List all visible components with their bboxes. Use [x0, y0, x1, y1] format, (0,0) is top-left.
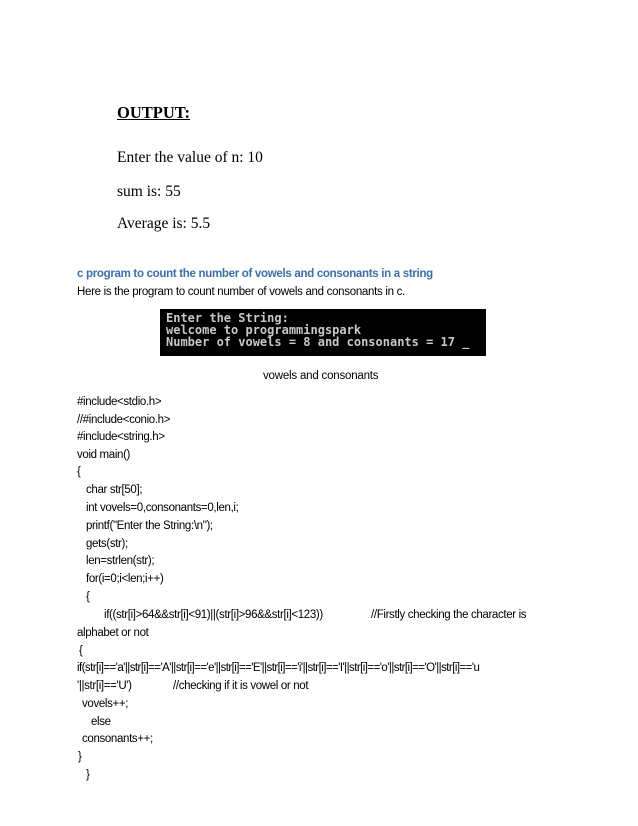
- code-line: '||str[i]=='U'): [77, 680, 132, 692]
- code-line: }: [86, 769, 90, 781]
- code-line: gets(str);: [86, 538, 128, 550]
- code-line: //#include<conio.h>: [77, 414, 171, 426]
- code-line: char str[50];: [86, 484, 143, 496]
- output-line: Average is: 5.5: [117, 215, 211, 232]
- figure-caption: vowels and consonants: [263, 370, 379, 382]
- console-line: Enter the String:: [166, 311, 289, 325]
- console-screenshot: [160, 309, 486, 356]
- intro-text: Here is the program to count number of vowels and consonants in c.: [77, 286, 405, 298]
- code-line: #include<stdio.h>: [77, 396, 162, 408]
- output-line: Enter the value of n: 10: [117, 149, 263, 166]
- code-comment: //Firstly checking the character is: [371, 609, 527, 621]
- code-line: {: [79, 645, 83, 657]
- code-line: #include<string.h>: [77, 431, 165, 443]
- code-line: {: [77, 466, 81, 478]
- code-line: alphabet or not: [77, 627, 149, 639]
- code-line: consonants++;: [82, 733, 153, 745]
- code-line: printf("Enter the String:\n");: [86, 520, 213, 532]
- output-line: sum is: 55: [117, 183, 181, 200]
- console-line: Number of vowels = 8 and consonants = 17 _: [166, 335, 470, 349]
- code-line: {: [86, 591, 90, 603]
- code-line: int vovels=0,consonants=0,len,i;: [86, 502, 239, 514]
- output-heading: OUTPUT:: [117, 103, 191, 122]
- code-line: void main(): [77, 449, 131, 461]
- console-line: welcome to programmingspark: [166, 323, 362, 337]
- section-heading: c program to count the number of vowels and consonants in a string: [77, 268, 433, 280]
- code-line: for(i=0;i<len;i++): [86, 573, 164, 585]
- code-line: else: [91, 716, 111, 728]
- code-line: vovels++;: [82, 698, 129, 710]
- code-comment: //checking if it is vowel or not: [173, 680, 309, 692]
- code-line: if((str[i]>64&&str[i]<91)||(str[i]>96&&str[i]<123)): [104, 609, 323, 621]
- code-line: if(str[i]=='a'||str[i]=='A'||str[i]=='e'||str[i]=='E'||str[i]=='i'||str[i]=='I'||str[i]=='o'||str[i]=='O'||str[i]=='u: [77, 662, 480, 674]
- code-line: len=strlen(str);: [86, 555, 155, 567]
- code-line: }: [78, 751, 82, 763]
